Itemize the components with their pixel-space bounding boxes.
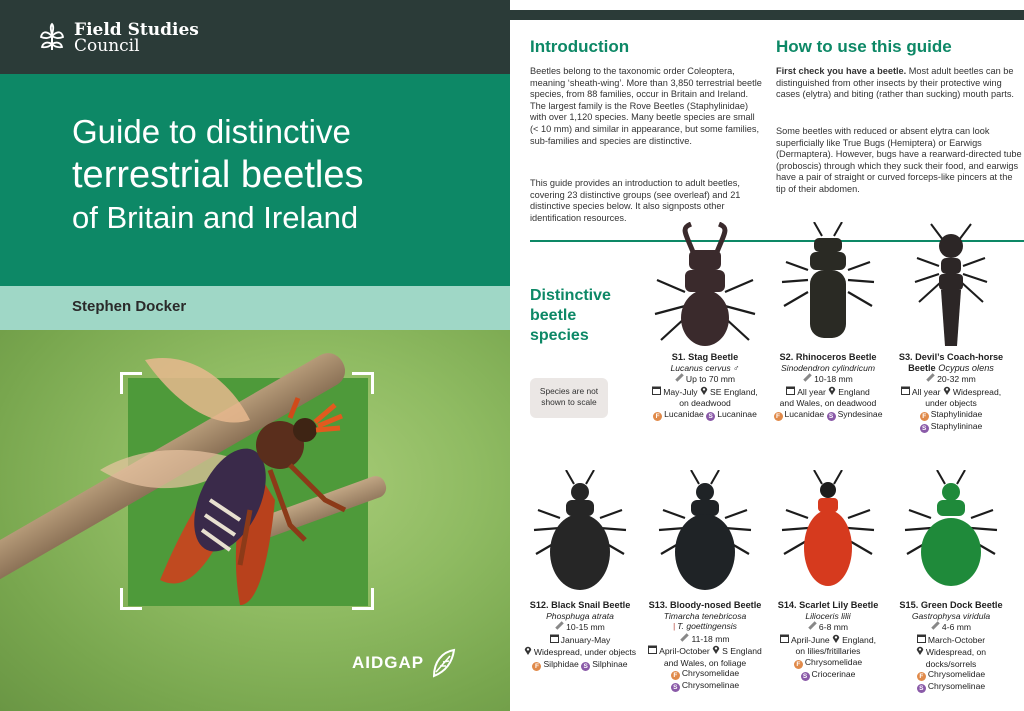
species-name-cont: Beetle <box>908 362 936 373</box>
species-scientific-line <box>645 363 765 374</box>
subfamily-line <box>891 421 1011 433</box>
species-season: May-July <box>663 386 698 397</box>
species-code: S14. <box>777 600 797 610</box>
location-pin-icon <box>832 634 840 647</box>
size-line <box>891 373 1011 386</box>
ruler-icon <box>803 373 812 386</box>
species-family: Silphidae <box>543 658 579 669</box>
species-family: Lucanidae <box>664 408 704 419</box>
species-name-line <box>768 352 888 363</box>
species-location: SE England, <box>710 386 758 397</box>
subfamily-line <box>768 669 888 681</box>
location-pin-icon <box>916 646 924 659</box>
subfamily-dot-icon: S <box>801 672 810 681</box>
location-pin-icon <box>712 645 720 658</box>
ruler-icon <box>931 621 940 634</box>
species-code: S15. <box>899 600 919 610</box>
location-line-2 <box>645 658 765 669</box>
species-size: Up to 70 mm <box>685 374 736 384</box>
species-card <box>891 222 1011 433</box>
ruler-icon <box>808 621 817 634</box>
species-family: Lucanidae <box>784 408 825 419</box>
location-line <box>520 646 640 659</box>
species-name: Devil’s Coach-horse <box>915 352 1004 362</box>
how-to-use-paragraph-1 <box>776 66 1024 101</box>
species-location: England <box>838 386 870 397</box>
species-family: Chrysomelidae <box>681 668 740 678</box>
location-line-2 <box>645 398 765 409</box>
family-dot-icon: F <box>671 671 680 680</box>
species-scientific-name: Sinodendron cylindricum <box>780 362 876 373</box>
species-name: Scarlet Lily Beetle <box>799 600 879 610</box>
species-location-detail: on lilies/fritillaries <box>795 646 861 656</box>
species-season: April-June <box>790 634 830 645</box>
species-code: S13. <box>648 600 668 610</box>
species-family: Chrysomelidae <box>804 656 863 667</box>
species-scientific-line-2 <box>645 621 765 633</box>
how-to-use-rest: Most adult beetles can be distinguished from other insects by their protective wing cases (elytra) and biting (rather than sucking) mouth parts. <box>776 66 1014 100</box>
location-pin-icon <box>524 646 532 659</box>
species-season: January-May <box>560 634 611 645</box>
aidgap-logo <box>352 648 456 678</box>
species-code: S3. <box>898 352 913 362</box>
species-size: 6-8 mm <box>818 622 849 632</box>
species-size: 10-18 mm <box>814 374 853 384</box>
calendar-icon <box>652 386 661 399</box>
size-line <box>768 621 888 634</box>
location-pin-icon <box>828 386 836 399</box>
species-season: All year <box>797 386 826 397</box>
taxonomy-line <box>645 668 765 680</box>
species-subfamily: Chrysomelinae <box>927 681 986 691</box>
scale-note: Species are not shown to scale <box>530 378 608 418</box>
size-line <box>645 373 765 386</box>
season-location-line <box>891 634 1011 647</box>
taxonomy-line <box>768 409 888 421</box>
publisher-line-1: Field Studies <box>74 20 199 40</box>
species-code: S2. <box>779 352 794 362</box>
species-location: Widespread, under objects <box>533 647 637 657</box>
location-line <box>891 646 1011 669</box>
size-line <box>891 621 1011 634</box>
species-size: 11-18 mm <box>691 633 730 644</box>
taxonomy-line <box>768 657 888 669</box>
title-line-2: terrestrial beetles <box>72 154 364 196</box>
species-season: April-October <box>659 646 710 656</box>
aidgap-leaf-icon <box>430 648 456 678</box>
species-location-detail: and Wales, on deadwood <box>779 398 877 408</box>
separator-icon: | <box>673 622 676 631</box>
species-location-detail: under objects <box>925 398 977 408</box>
title-line-3: of Britain and Ireland <box>72 200 359 235</box>
species-name-line <box>520 600 640 611</box>
leaf-logo-icon <box>36 22 68 54</box>
species-subfamily: Criocerinae <box>811 668 856 679</box>
title-line-1: Guide to distinctive <box>72 113 351 150</box>
beetle-illustration <box>768 470 888 600</box>
subfamily-dot-icon: S <box>920 424 929 433</box>
ruler-icon <box>680 633 689 646</box>
species-name-line-2 <box>891 363 1011 374</box>
family-dot-icon: F <box>794 660 803 669</box>
species-name: Rhinoceros Beetle <box>795 352 877 362</box>
subfamily-dot-icon: S <box>581 662 590 671</box>
species-scientific-line <box>891 611 1011 622</box>
subfamily-dot-icon: S <box>671 683 680 692</box>
taxonomy-line <box>520 659 640 671</box>
species-size: 4-6 mm <box>941 622 972 632</box>
species-name-line <box>768 600 888 611</box>
species-season: March-October <box>927 634 986 645</box>
beetle-illustration <box>768 222 888 352</box>
species-scientific-name: Lucanus cervus ♂ <box>670 362 740 373</box>
season-location-line <box>891 386 1011 399</box>
species-name: Black Snail Beetle <box>551 600 631 610</box>
introduction-heading: Introduction <box>530 37 630 56</box>
size-line <box>520 621 640 634</box>
species-code: S1. <box>671 352 686 362</box>
family-dot-icon: F <box>532 662 541 671</box>
location-pin-icon <box>943 386 951 399</box>
species-scientific-name: Timarcha tenebricosa <box>663 610 747 621</box>
cover-page <box>0 0 510 711</box>
taxonomy-line <box>645 409 765 421</box>
species-location: Widespread, on docks/sorrels <box>925 647 987 669</box>
species-name-line <box>645 600 765 611</box>
species-card <box>520 470 640 671</box>
beetle-illustration <box>891 470 1011 600</box>
species-location: Widespread, <box>952 386 1002 397</box>
species-card <box>891 470 1011 693</box>
season-location-line <box>768 386 888 399</box>
species-family: Chrysomelidae <box>927 669 986 679</box>
species-name: Bloody-nosed Beetle <box>670 600 762 610</box>
species-scientific-name: Ocypus olens <box>938 362 994 373</box>
species-subfamily: Chrysomelinae <box>681 680 740 690</box>
introduction-paragraph-2: This guide provides an introduction to adult beetles, covering 23 distinctive groups (see overleaf) and 21 distinctive species below. It also signposts other identification resources. <box>530 178 741 223</box>
calendar-icon <box>550 634 559 647</box>
taxonomy-line <box>891 409 1011 421</box>
publisher-line-2: Council <box>74 36 140 56</box>
season-location-line <box>645 386 765 399</box>
beetle-illustration <box>645 222 765 352</box>
calendar-icon <box>901 386 910 399</box>
species-location-detail: and Wales, on foliage <box>663 657 747 668</box>
species-subfamily: Silphinae <box>592 658 628 669</box>
species-scientific-line <box>645 611 765 622</box>
cockchafer-illustration <box>90 350 370 640</box>
calendar-icon <box>648 645 657 658</box>
how-to-use-lead: First check you have a beetle. <box>776 66 907 76</box>
species-size: 10-15 mm <box>566 622 605 632</box>
species-scientific-name: Lilioceris lilii <box>805 610 851 621</box>
size-line <box>645 633 765 646</box>
location-line-2 <box>768 398 888 409</box>
location-line-2 <box>768 646 888 657</box>
how-to-use-paragraph-2: Some beetles with reduced or absent elytra can look superficially like True Bugs (Hemiptera) or Earwigs (Dermaptera). However, bugs have a rearward-directed tube (proboscis) through which they suck their food, and earwigs have a pair of straight or curved forceps-like pincers at the tip of their abdomen. <box>776 126 1022 194</box>
subfamily-dot-icon: S <box>917 684 926 693</box>
calendar-icon <box>917 634 926 647</box>
species-scientific-line <box>768 363 888 374</box>
species-card <box>768 470 888 681</box>
species-name-line <box>891 352 1011 363</box>
species-location: S England <box>722 646 762 656</box>
species-alt-scientific-name: T. goettingensis <box>677 621 737 631</box>
season-location-line <box>645 645 765 658</box>
species-code: S12. <box>529 600 549 610</box>
species-subfamily: Lucaninae <box>717 408 757 419</box>
species-scientific-name: Gastrophysa viridula <box>911 610 991 621</box>
species-subfamily: Syndesinae <box>837 408 883 419</box>
species-name: Green Dock Beetle <box>920 600 1003 610</box>
beetle-illustration <box>520 470 640 600</box>
introduction-paragraph-1: Beetles belong to the taxonomic order Coleoptera, meaning ‘sheath-wing’. More than 3,850 terrestrial beetle species, from 88 families, occur in Britain and Ireland. The largest family is the Rove Beetles (Staphylinidae) with over 1,120 species. Many beetle species are small (< 10 mm) and similar in appearance, but some families, sub-families and species are distinctive. <box>530 66 762 146</box>
location-line-2 <box>891 398 1011 409</box>
species-subfamily: Staphylininae <box>930 420 983 431</box>
species-season: All year <box>911 386 941 397</box>
how-to-use-heading: How to use this guide <box>776 37 952 56</box>
page-top-bar <box>510 10 1024 20</box>
species-family: Staphylinidae <box>930 408 983 419</box>
family-dot-icon: F <box>920 412 929 421</box>
species-scientific-line <box>520 611 640 622</box>
subfamily-dot-icon: S <box>827 412 836 421</box>
species-card <box>645 222 765 421</box>
family-dot-icon: F <box>917 672 926 681</box>
family-dot-icon: F <box>774 412 783 421</box>
beetle-illustration <box>645 470 765 600</box>
cover-title <box>72 112 363 238</box>
species-card <box>768 222 888 421</box>
subfamily-line <box>645 680 765 692</box>
author-name: Stephen Docker <box>72 298 187 315</box>
species-size: 20-32 mm <box>937 374 976 384</box>
fsc-logo <box>36 22 199 54</box>
calendar-icon <box>786 386 795 399</box>
aidgap-text: AIDGAP <box>352 653 425 672</box>
beetle-illustration <box>891 222 1011 352</box>
species-name: Stag Beetle <box>688 352 739 362</box>
species-scientific-line <box>768 611 888 622</box>
family-dot-icon: F <box>653 412 662 421</box>
taxonomy-line <box>891 669 1011 681</box>
species-name-line <box>891 600 1011 611</box>
ruler-icon <box>926 373 935 386</box>
species-section-heading: Distinctive beetle species <box>530 287 611 344</box>
season-location-line <box>768 634 888 647</box>
calendar-icon <box>780 634 789 647</box>
season-location-line <box>520 634 640 647</box>
location-pin-icon <box>700 386 708 399</box>
species-name-line <box>645 352 765 363</box>
species-location: England, <box>842 634 877 645</box>
subfamily-line <box>891 681 1011 693</box>
ruler-icon <box>555 621 564 634</box>
species-card <box>645 470 765 692</box>
species-location-detail: on deadwood <box>679 398 731 408</box>
size-line <box>768 373 888 386</box>
subfamily-dot-icon: S <box>706 412 715 421</box>
ruler-icon <box>675 373 684 386</box>
species-scientific-name: Phosphuga atrata <box>546 610 614 621</box>
